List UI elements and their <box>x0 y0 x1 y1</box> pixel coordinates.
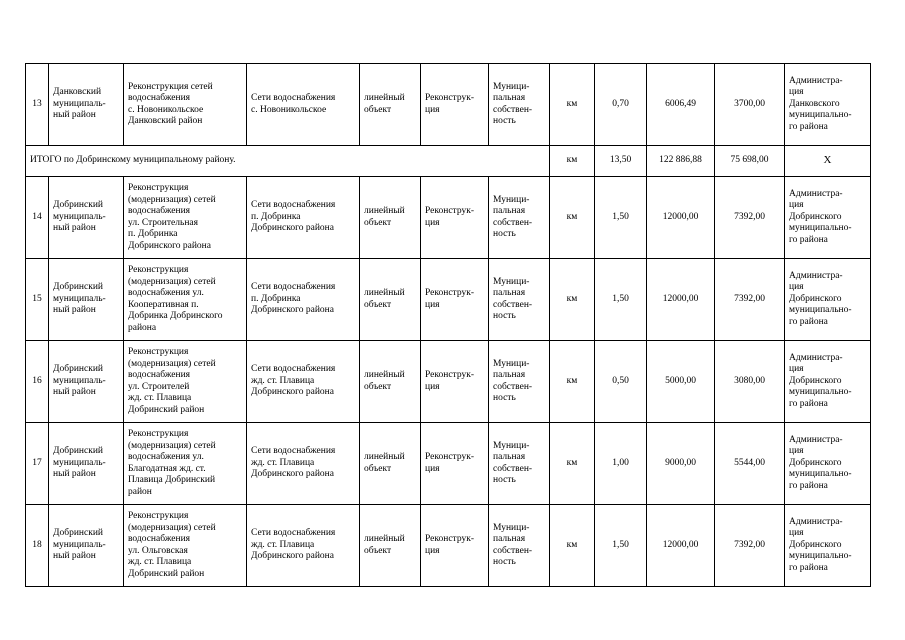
cost-total-cell-text: 12000,00 <box>662 539 699 550</box>
authority-cell-text: Администра- ция Добринского муниципально- го района <box>789 434 852 491</box>
project-name-cell-text: Реконструкция сетей водоснабжения с. Новоникольское Данковский район <box>128 81 213 126</box>
table-row <box>26 505 871 587</box>
unit-cell-text: км <box>566 375 578 386</box>
object-type-cell <box>360 259 421 341</box>
authority-cell <box>785 259 871 341</box>
length-cell <box>595 177 647 259</box>
ownership-cell-text: Муници- пальная собствен- ность <box>493 522 533 567</box>
district-cell <box>49 505 124 587</box>
length-cell-text: 1,50 <box>612 211 629 222</box>
network-cell <box>247 341 360 423</box>
authority-cell-text: Администра- ция Добринского муниципально- го района <box>789 516 852 573</box>
length-cell <box>595 423 647 505</box>
unit-cell <box>550 423 595 505</box>
table-row <box>26 341 871 423</box>
authority-cell <box>785 505 871 587</box>
cost-total-cell <box>647 177 715 259</box>
cost-part-cell-text: 3700,00 <box>734 98 765 109</box>
project-name-cell <box>124 423 247 505</box>
ownership-cell <box>489 341 550 423</box>
work-type-cell-text: Реконструк- ция <box>425 288 474 310</box>
unit-cell <box>550 341 595 423</box>
total-cost-part: 75 698,00 <box>715 146 785 177</box>
unit-cell-text: км <box>566 98 578 109</box>
district-cell-text: Добринский муниципаль- ный район <box>53 200 106 234</box>
work-type-cell-text: Реконструк- ция <box>425 93 474 115</box>
table-row <box>26 177 871 259</box>
ownership-cell-text: Муници- пальная собствен- ность <box>493 81 533 126</box>
cost-part-cell <box>715 64 785 146</box>
row-number-text: 15 <box>32 293 42 304</box>
length-cell-text: 0,70 <box>612 98 629 109</box>
authority-cell <box>785 423 871 505</box>
network-cell-text: Сети водоснабжения с. Новоникольское <box>251 93 336 115</box>
table-body-before-total <box>26 64 871 146</box>
authority-cell <box>785 177 871 259</box>
project-name-cell-text: Реконструкция (модернизация) сетей водоснабжения ул. Благодатная жд. ст. Плавица Добринский район <box>128 429 216 497</box>
cost-part-cell <box>715 505 785 587</box>
object-type-cell-text: линейный объект <box>364 206 405 228</box>
authority-cell <box>785 341 871 423</box>
total-unit: км <box>550 146 595 177</box>
authority-cell-text: Администра- ция Добринского муниципально- го района <box>789 270 852 327</box>
authority-cell-text: Администра- ция Добринского муниципально- го района <box>789 352 852 409</box>
object-type-cell-text: линейный объект <box>364 370 405 392</box>
network-cell <box>247 259 360 341</box>
cost-total-cell-text: 12000,00 <box>662 293 699 304</box>
work-type-cell-text: Реконструк- ция <box>425 534 474 556</box>
authority-cell-text: Администра- ция Добринского муниципально- го района <box>789 188 852 245</box>
work-type-cell-text: Реконструк- ция <box>425 370 474 392</box>
object-type-cell-text: линейный объект <box>364 288 405 310</box>
work-type-cell-text: Реконструк- ция <box>425 452 474 474</box>
work-type-cell <box>421 341 489 423</box>
project-name-cell-text: Реконструкция (модернизация) сетей водоснабжения ул. Строительная п. Добринка Добринского района <box>128 183 216 251</box>
row-number <box>26 423 49 505</box>
total-row <box>26 146 871 177</box>
length-cell-text: 0,50 <box>612 375 629 386</box>
length-cell-text: 1,00 <box>612 457 629 468</box>
row-number-text: 14 <box>32 211 42 222</box>
unit-cell-text: км <box>566 539 578 550</box>
cost-part-cell <box>715 177 785 259</box>
project-name-cell <box>124 64 247 146</box>
unit-cell-text: км <box>566 293 578 304</box>
project-name-cell-text: Реконструкция (модернизация) сетей водоснабжения ул. Ольговская жд. ст. Плавица Добринский район <box>128 511 216 579</box>
length-cell <box>595 259 647 341</box>
object-type-cell-text: линейный объект <box>364 93 405 115</box>
authority-cell-text: Администра- ция Данковского муниципально- го района <box>789 75 852 132</box>
authority-cell <box>785 64 871 146</box>
network-cell-text: Сети водоснабжения жд. ст. Плавица Добринского района <box>251 528 336 562</box>
work-type-cell <box>421 259 489 341</box>
table-row <box>26 259 871 341</box>
district-cell <box>49 177 124 259</box>
table-row <box>26 423 871 505</box>
table-body-after-total <box>26 177 871 587</box>
work-type-cell <box>421 64 489 146</box>
network-cell-text: Сети водоснабжения п. Добринка Добринского района <box>251 200 336 234</box>
object-type-cell <box>360 64 421 146</box>
cost-part-cell <box>715 259 785 341</box>
district-cell <box>49 423 124 505</box>
cost-part-cell-text: 7392,00 <box>734 293 765 304</box>
table-total-section <box>26 146 871 177</box>
project-name-cell <box>124 341 247 423</box>
cost-total-cell <box>647 341 715 423</box>
cost-part-cell-text: 3080,00 <box>734 375 765 386</box>
unit-cell <box>550 64 595 146</box>
district-cell-text: Добринский муниципаль- ный район <box>53 446 106 480</box>
row-number <box>26 177 49 259</box>
ownership-cell-text: Муници- пальная собствен- ность <box>493 194 533 239</box>
work-type-cell-text: Реконструк- ция <box>425 206 474 228</box>
cost-total-cell <box>647 64 715 146</box>
network-cell-text: Сети водоснабжения жд. ст. Плавица Добринского района <box>251 364 336 398</box>
network-cell <box>247 423 360 505</box>
row-number-text: 16 <box>32 375 42 386</box>
row-number-text: 13 <box>32 98 42 109</box>
network-cell-text: Сети водоснабжения п. Добринка Добринского района <box>251 282 336 316</box>
ownership-cell <box>489 177 550 259</box>
table-row <box>26 64 871 146</box>
length-cell <box>595 64 647 146</box>
ownership-cell <box>489 423 550 505</box>
unit-cell <box>550 505 595 587</box>
cost-part-cell <box>715 423 785 505</box>
ownership-cell <box>489 259 550 341</box>
district-cell-text: Данковский муниципаль- ный район <box>53 87 106 121</box>
network-cell <box>247 505 360 587</box>
object-type-cell <box>360 423 421 505</box>
cost-total-cell-text: 9000,00 <box>665 457 696 468</box>
object-type-cell-text: линейный объект <box>364 452 405 474</box>
total-mark: Х <box>785 146 871 177</box>
cost-total-cell-text: 5000,00 <box>665 375 696 386</box>
network-cell-text: Сети водоснабжения жд. ст. Плавица Добринского района <box>251 446 336 480</box>
row-number <box>26 505 49 587</box>
ownership-cell-text: Муници- пальная собствен- ность <box>493 440 533 485</box>
cost-part-cell-text: 7392,00 <box>734 211 765 222</box>
total-length: 13,50 <box>595 146 647 177</box>
row-number <box>26 341 49 423</box>
project-name-cell-text: Реконструкция (модернизация) сетей водоснабжения ул. Строителей жд. ст. Плавица Добринский район <box>128 347 216 415</box>
unit-cell-text: км <box>566 211 578 222</box>
work-type-cell <box>421 177 489 259</box>
object-type-cell-text: линейный объект <box>364 534 405 556</box>
ownership-cell <box>489 505 550 587</box>
work-type-cell <box>421 423 489 505</box>
unit-cell <box>550 177 595 259</box>
length-cell <box>595 341 647 423</box>
row-number <box>26 64 49 146</box>
district-cell-text: Добринский муниципаль- ный район <box>53 282 106 316</box>
object-type-cell <box>360 177 421 259</box>
district-cell-text: Добринский муниципаль- ный район <box>53 364 106 398</box>
cost-total-cell <box>647 423 715 505</box>
district-cell <box>49 341 124 423</box>
district-cell <box>49 64 124 146</box>
cost-part-cell <box>715 341 785 423</box>
cost-part-cell-text: 7392,00 <box>734 539 765 550</box>
project-name-cell <box>124 505 247 587</box>
length-cell <box>595 505 647 587</box>
ownership-cell-text: Муници- пальная собствен- ность <box>493 358 533 403</box>
investment-program-table <box>25 63 871 587</box>
object-type-cell <box>360 341 421 423</box>
unit-cell <box>550 259 595 341</box>
total-label: ИТОГО по Добринскому муниципальному району. <box>26 146 550 177</box>
cost-total-cell <box>647 259 715 341</box>
object-type-cell <box>360 505 421 587</box>
cost-part-cell-text: 5544,00 <box>734 457 765 468</box>
row-number-text: 17 <box>32 457 42 468</box>
total-cost: 122 886,88 <box>647 146 715 177</box>
cost-total-cell <box>647 505 715 587</box>
project-name-cell <box>124 259 247 341</box>
district-cell <box>49 259 124 341</box>
ownership-cell-text: Муници- пальная собствен- ность <box>493 276 533 321</box>
network-cell <box>247 64 360 146</box>
length-cell-text: 1,50 <box>612 539 629 550</box>
row-number-text: 18 <box>32 539 42 550</box>
work-type-cell <box>421 505 489 587</box>
project-name-cell <box>124 177 247 259</box>
cost-total-cell-text: 12000,00 <box>662 211 699 222</box>
length-cell-text: 1,50 <box>612 293 629 304</box>
network-cell <box>247 177 360 259</box>
unit-cell-text: км <box>566 457 578 468</box>
cost-total-cell-text: 6006,49 <box>665 98 696 109</box>
district-cell-text: Добринский муниципаль- ный район <box>53 528 106 562</box>
ownership-cell <box>489 64 550 146</box>
row-number <box>26 259 49 341</box>
project-name-cell-text: Реконструкция (модернизация) сетей водоснабжения ул. Кооперативная п. Добринка Добринского района <box>128 265 223 333</box>
